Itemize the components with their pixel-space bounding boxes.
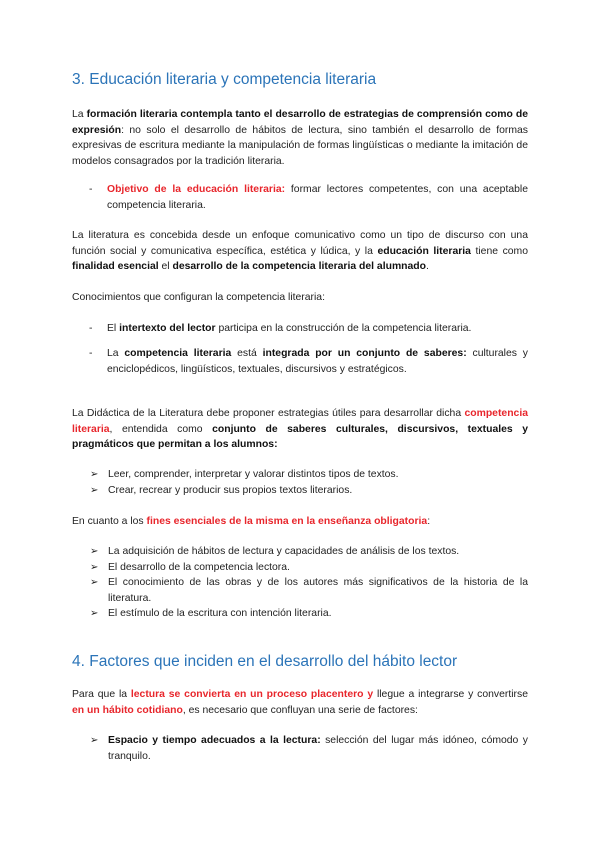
arrow-bullet-icon: ➢: [90, 577, 99, 588]
paragraph-literatura: La literatura es concebida desde un enfoque comunicativo como un tipo de discurso con una función social y comunicativa específica, estética y lúdica, y la educación literaria tiene como finalidad esencial el desarrollo de la competencia literaria del alumnado.: [72, 230, 528, 273]
paragraph-didactica: La Didáctica de la Literatura debe proponer estrategias útiles para desarrollar dicha competencia literaria, entendida como conjunto de saberes culturales, discursivos, textuales y pragmáticos que permitan a los alumnos:: [72, 408, 528, 451]
list-item-obras: ➢ El conocimiento de las obras y de los autores más significativos de la historia de la literatura.: [90, 575, 528, 606]
paragraph-formacion: La formación literaria contempla tanto el desarrollo de estrategias de comprensión como de expresión: no solo el desarrollo de hábitos de lectura, sino también el desarrollo de formas expresivas de escritura mediante la manipulación de formas lingüísticas o mediante la imitación de modelos consagrados por la tradición literaria.: [72, 109, 528, 167]
list-item-leer: ➢ Leer, comprender, interpretar y valorar distintos tipos de textos.: [90, 467, 528, 483]
paragraph-fines: En cuanto a los fines esenciales de la misma en la enseñanza obligatoria:: [72, 516, 431, 527]
paragraph-habito: Para que la lectura se convierta en un proceso placentero y llegue a integrarse y convertirse en un hábito cotidiano, es necesario que confluyan una serie de factores:: [72, 689, 528, 716]
arrow-bullet-icon: ➢: [90, 562, 99, 573]
list-item-lectora: ➢ El desarrollo de la competencia lectora.: [90, 560, 528, 576]
paragraph-conocimientos: Conocimientos que configuran la competencia literaria:: [72, 292, 325, 303]
list-item-competencia: - La competencia literaria está integrada por un conjunto de saberes: culturales y enciclopédicos, lingüísticos, textuales, discursivos y estratégicos.: [89, 346, 528, 377]
arrow-bullet-icon: ➢: [90, 735, 99, 746]
section-4-heading: 4. Factores que inciden en el desarrollo del hábito lector: [72, 653, 458, 670]
arrow-bullet-icon: ➢: [90, 469, 99, 480]
section-3-heading: 3. Educación literaria y competencia literaria: [72, 71, 377, 88]
dash-marker: -: [89, 348, 93, 359]
list-item-habitos: ➢ La adquisición de hábitos de lectura y capacidades de análisis de los textos.: [90, 544, 528, 560]
list-item-espacio: ➢ Espacio y tiempo adecuados a la lectura: selección del lugar más idóneo, cómodo y tranquilo.: [90, 733, 528, 764]
arrow-bullet-icon: ➢: [90, 485, 99, 496]
arrow-bullet-icon: ➢: [90, 546, 99, 557]
list-item-intertexto: - El intertexto del lector participa en la construcción de la competencia literaria.: [89, 321, 528, 337]
list-item-objetivo: - Objetivo de la educación literaria: formar lectores competentes, con una aceptable competencia literaria.: [89, 182, 528, 213]
arrow-bullet-icon: ➢: [90, 608, 99, 619]
list-item-estimulo: ➢ El estímulo de la escritura con intención literaria.: [90, 606, 528, 622]
list-item-crear: ➢ Crear, recrear y producir sus propios textos literarios.: [90, 483, 528, 499]
dash-marker: -: [89, 323, 93, 334]
dash-marker: -: [89, 184, 93, 195]
